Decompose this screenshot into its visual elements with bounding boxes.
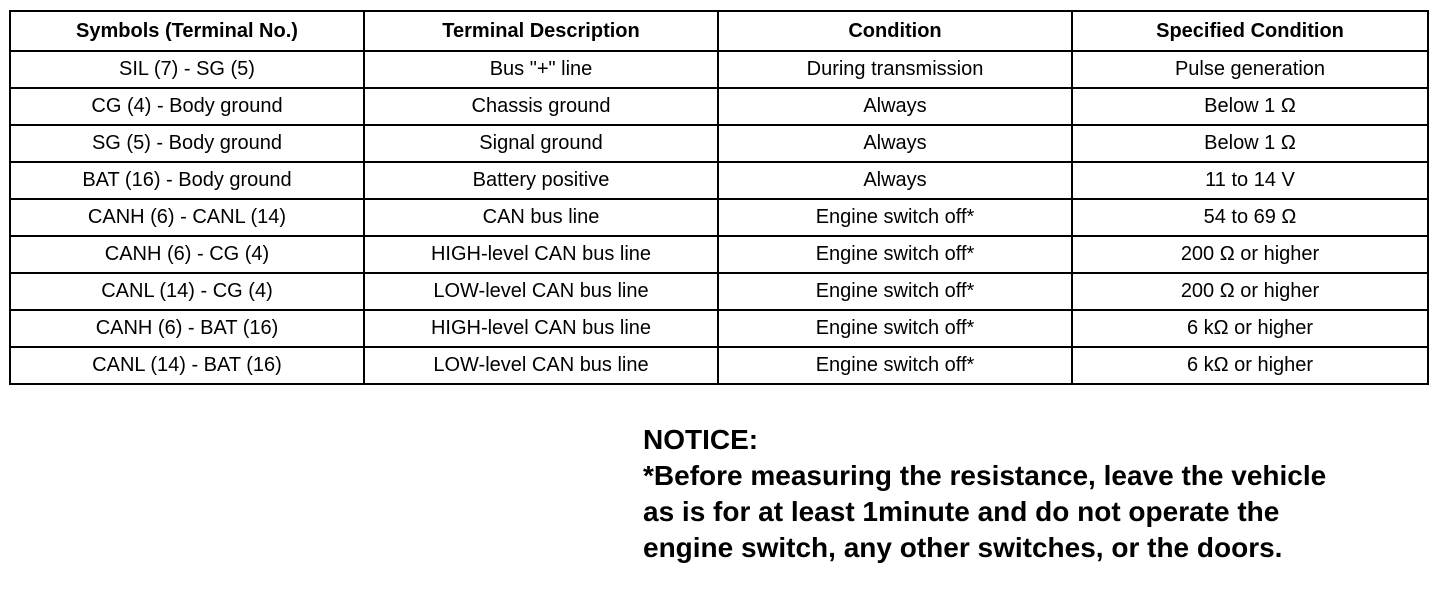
cell-terminal-description: CAN bus line [364, 199, 718, 236]
cell-symbols: SG (5) - Body ground [10, 125, 364, 162]
cell-terminal-description: Bus "+" line [364, 51, 718, 88]
cell-condition: During transmission [718, 51, 1072, 88]
cell-terminal-description: Battery positive [364, 162, 718, 199]
header-condition: Condition [718, 11, 1072, 51]
table-row [10, 236, 1428, 273]
cell-condition: Engine switch off* [718, 199, 1072, 236]
cell-symbols: CANH (6) - CANL (14) [10, 199, 364, 236]
cell-specified-condition: 6 kΩ or higher [1072, 310, 1428, 347]
table-row [10, 162, 1428, 199]
cell-symbols: SIL (7) - SG (5) [10, 51, 364, 88]
cell-terminal-description: LOW-level CAN bus line [364, 347, 718, 384]
cell-condition: Always [718, 162, 1072, 199]
header-specified-condition: Specified Condition [1072, 11, 1428, 51]
cell-condition: Engine switch off* [718, 347, 1072, 384]
cell-terminal-description: HIGH-level CAN bus line [364, 310, 718, 347]
cell-terminal-description: Chassis ground [364, 88, 718, 125]
cell-specified-condition: Below 1 Ω [1072, 88, 1428, 125]
table-row [10, 310, 1428, 347]
cell-symbols: CANH (6) - BAT (16) [10, 310, 364, 347]
table-row [10, 347, 1428, 384]
table-row [10, 51, 1428, 88]
cell-symbols: CANL (14) - BAT (16) [10, 347, 364, 384]
notice-body: *Before measuring the resistance, leave the vehicle as is for at least 1minute and do not operate the engine switch, any other switches, or the doors. [643, 460, 1327, 563]
cell-condition: Engine switch off* [718, 310, 1072, 347]
cell-condition: Always [718, 125, 1072, 162]
cell-condition: Always [718, 88, 1072, 125]
table-row [10, 88, 1428, 125]
cell-specified-condition: 11 to 14 V [1072, 162, 1428, 199]
cell-symbols: CG (4) - Body ground [10, 88, 364, 125]
header-symbols: Symbols (Terminal No.) [10, 11, 364, 51]
cell-symbols: BAT (16) - Body ground [10, 162, 364, 199]
header-terminal-description: Terminal Description [364, 11, 718, 51]
cell-terminal-description: Signal ground [364, 125, 718, 162]
cell-specified-condition: 200 Ω or higher [1072, 236, 1428, 273]
cell-symbols: CANL (14) - CG (4) [10, 273, 364, 310]
terminal-spec-table [9, 10, 1429, 385]
notice-title: NOTICE: [643, 424, 759, 455]
cell-specified-condition: 200 Ω or higher [1072, 273, 1428, 310]
cell-specified-condition: Below 1 Ω [1072, 125, 1428, 162]
cell-symbols: CANH (6) - CG (4) [10, 236, 364, 273]
table-row [10, 199, 1428, 236]
table-row [10, 125, 1428, 162]
cell-specified-condition: Pulse generation [1072, 51, 1428, 88]
table-header-row [10, 11, 1428, 51]
table-row [10, 273, 1428, 310]
cell-specified-condition: 54 to 69 Ω [1072, 199, 1428, 236]
cell-terminal-description: HIGH-level CAN bus line [364, 236, 718, 273]
cell-terminal-description: LOW-level CAN bus line [364, 273, 718, 310]
cell-specified-condition: 6 kΩ or higher [1072, 347, 1428, 384]
notice-block [643, 422, 1443, 566]
cell-condition: Engine switch off* [718, 236, 1072, 273]
cell-condition: Engine switch off* [718, 273, 1072, 310]
